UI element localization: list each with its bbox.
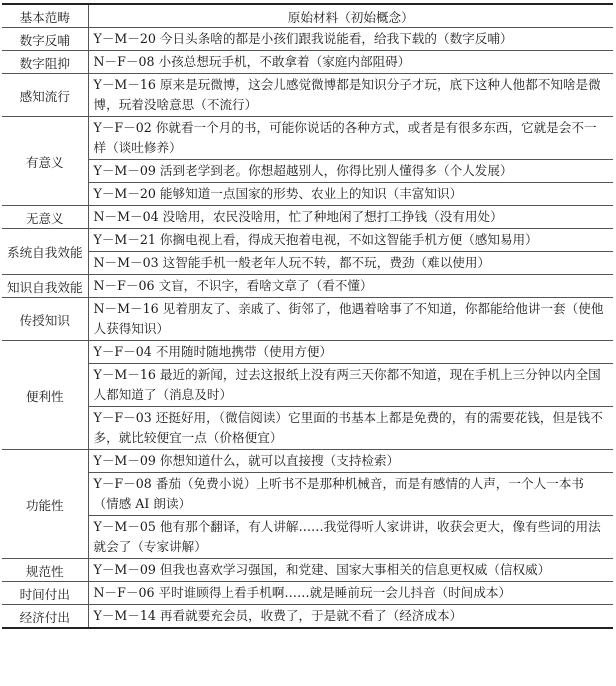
category-cell: 经济付出	[2, 605, 88, 629]
table-row	[2, 341, 613, 364]
table-row	[2, 28, 613, 51]
coding-table	[2, 3, 613, 629]
table-row	[2, 516, 613, 559]
table-row	[2, 160, 613, 183]
material-cell: N－M－03 这智能手机一般老年人玩不转，都不玩，费劲（难以使用）	[88, 252, 613, 275]
category-cell: 传授知识	[2, 298, 88, 341]
material-cell: Y－M－20 能够知道一点国家的形势、农业上的知识（丰富知识）	[88, 183, 613, 206]
table-row	[2, 559, 613, 582]
table-header-row	[2, 4, 613, 28]
table-row	[2, 206, 613, 229]
table-row	[2, 298, 613, 341]
material-cell: Y－M－09 活到老学到老。你想超越别人，你得比别人懂得多（个人发展）	[88, 160, 613, 183]
table-row	[2, 473, 613, 516]
material-cell: Y－F－04 不用随时随地携带（使用方便）	[88, 341, 613, 364]
header-category: 基本范畴	[2, 4, 88, 28]
category-cell: 无意义	[2, 206, 88, 229]
material-cell: Y－M－16 最近的新闻，过去这报纸上没有两三天你都不知道，现在手机上三分钟以内全国人都知道了（消息及时）	[88, 364, 613, 407]
category-cell: 规范性	[2, 559, 88, 582]
table-row	[2, 605, 613, 629]
material-cell: Y－F－08 番茄（免费小说）上听书不是那种机械音，而是有感情的人声，一个人一本书（情感 AI 朗读）	[88, 473, 613, 516]
table-row	[2, 229, 613, 252]
category-cell: 有意义	[2, 117, 88, 206]
material-cell: Y－F－03 还挺好用，（微信阅读）它里面的书基本上都是免费的，有的需要花钱，但是钱不多，就比较便宜一点（价格便宜）	[88, 407, 613, 450]
material-cell: N－M－16 见着朋友了、亲戚了、街邻了，他遇着啥事了不知道，你都能给他讲一套（使他人获得知识）	[88, 298, 613, 341]
table-row	[2, 74, 613, 117]
category-cell: 知识自我效能	[2, 275, 88, 298]
material-cell: Y－F－02 你就看一个月的书，可能你说话的各种方式，或者是有很多东西，它就是会不一样（谈吐修养）	[88, 117, 613, 160]
category-cell: 数字阻抑	[2, 51, 88, 74]
table-body	[2, 28, 613, 629]
material-cell: Y－M－20 今日头条啥的都是小孩们跟我说能看，给我下载的（数字反哺）	[88, 28, 613, 51]
category-cell: 功能性	[2, 450, 88, 559]
material-cell: N－F－08 小孩总想玩手机，不敢拿着（家庭内部阻碍）	[88, 51, 613, 74]
table-row	[2, 275, 613, 298]
material-cell: Y－M－21 你搁电视上看，得成天抱着电视，不如这智能手机方便（感知易用）	[88, 229, 613, 252]
material-cell: Y－M－14 再看就要充会员，收费了，于是就不看了（经济成本）	[88, 605, 613, 629]
table-row	[2, 252, 613, 275]
table-row	[2, 407, 613, 450]
header-materials: 原始材料（初始概念）	[88, 4, 613, 28]
category-cell: 便利性	[2, 341, 88, 450]
table-row	[2, 582, 613, 605]
table-row	[2, 51, 613, 74]
material-cell: N－F－06 平时谁顾得上看手机啊……就是睡前玩一会儿抖音（时间成本）	[88, 582, 613, 605]
category-cell: 感知流行	[2, 74, 88, 117]
category-cell: 数字反哺	[2, 28, 88, 51]
table-row	[2, 450, 613, 473]
material-cell: Y－M－05 他有那个翻译，有人讲解……我觉得听人家讲讲，收获会更大，像有些词的用法就会了（专家讲解）	[88, 516, 613, 559]
material-cell: N－M－04 没啥用，农民没啥用，忙了种地闲了想打工挣钱（没有用处）	[88, 206, 613, 229]
table-row	[2, 364, 613, 407]
material-cell: Y－M－09 你想知道什么，就可以直接搜（支持检索）	[88, 450, 613, 473]
material-cell: N－F－06 文盲，不识字，看啥文章了（看不懂）	[88, 275, 613, 298]
material-cell: Y－M－09 但我也喜欢学习强国，和党建、国家大事相关的信息更权威（信权威）	[88, 559, 613, 582]
table-row	[2, 117, 613, 160]
table-row	[2, 183, 613, 206]
category-cell: 时间付出	[2, 582, 88, 605]
category-cell: 系统自我效能	[2, 229, 88, 275]
material-cell: Y－M－16 原来是玩微博，这会儿感觉微博都是知识分子才玩，底下这种人他都不知啥是微博，玩着没啥意思（不流行）	[88, 74, 613, 117]
